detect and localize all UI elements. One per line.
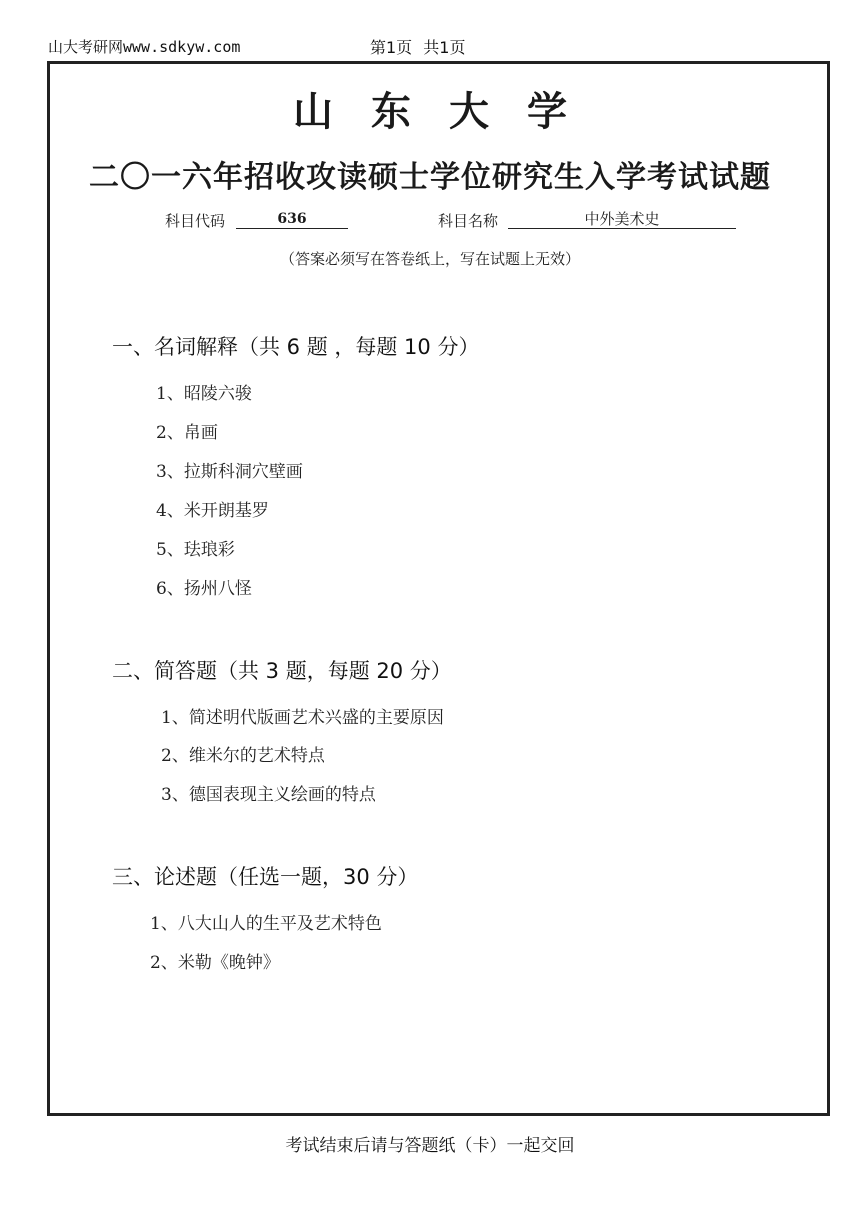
subject-code-label: 科目代码 [165, 212, 226, 230]
question-item: 2、维米尔的艺术特点 [161, 746, 325, 766]
question-item: 1、昭陵六骏 [156, 384, 252, 404]
university-name: 山东大学 [293, 88, 605, 135]
question-item: 1、八大山人的生平及艺术特色 [150, 914, 382, 934]
section-heading-essay: 三、论述题（任选一题，30 分） [112, 865, 419, 889]
answer-notice: （答案必须写在答卷纸上，写在试题上无效） [279, 250, 580, 268]
section-heading-short-answer: 二、简答题（共 3 题，每题 20 分） [112, 659, 452, 683]
question-item: 3、德国表现主义绘画的特点 [161, 785, 376, 805]
section-heading-terms: 一、名词解释（共 6 题 ，每题 10 分） [112, 335, 480, 359]
page-indicator: 第1页 共1页 [370, 38, 466, 57]
question-item: 5、珐琅彩 [156, 540, 235, 560]
subject-code-value: 636 [236, 210, 348, 229]
exam-title: 二〇一六年招收攻读硕士学位研究生入学考试试题 [89, 160, 771, 195]
subject-name-value: 中外美术史 [508, 210, 736, 229]
question-item: 2、帛画 [156, 423, 218, 443]
question-item: 6、扬州八怪 [156, 579, 252, 599]
question-item: 1、简述明代版画艺术兴盛的主要原因 [161, 708, 444, 728]
question-item: 2、米勒《晚钟》 [150, 953, 280, 973]
question-item: 3、拉斯科洞穴壁画 [156, 462, 303, 482]
subject-name-label: 科目名称 [438, 212, 499, 230]
question-item: 4、米开朗基罗 [156, 501, 269, 521]
site-watermark: 山大考研网www.sdkyw.com [48, 38, 241, 56]
footer-note: 考试结束后请与答题纸（卡）一起交回 [285, 1136, 575, 1156]
